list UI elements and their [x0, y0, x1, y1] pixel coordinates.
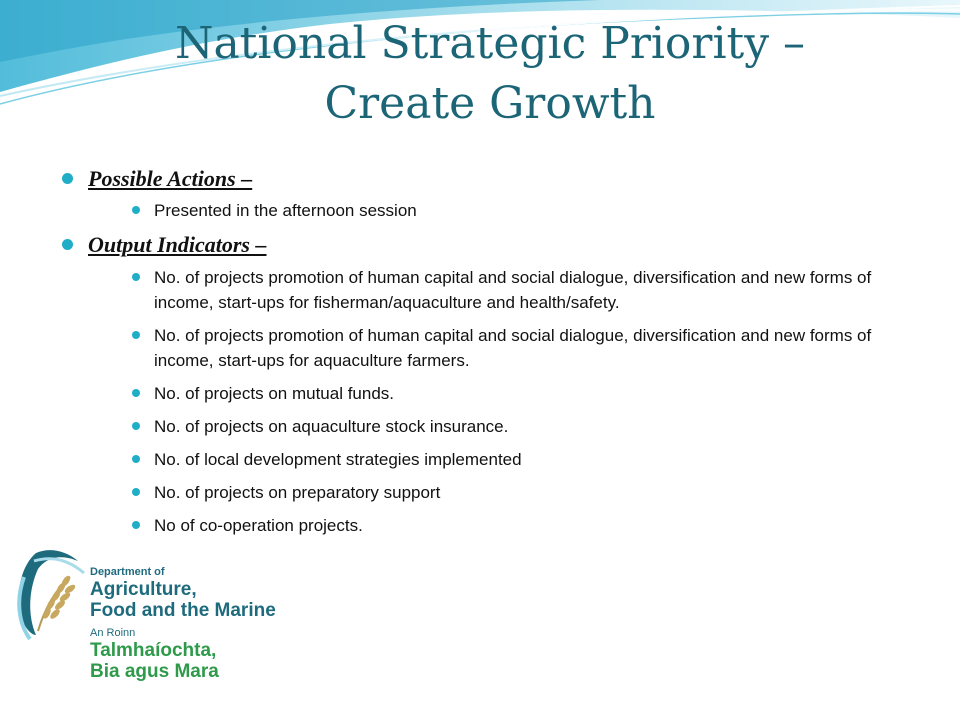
bullet-dot-icon: [62, 173, 73, 184]
bullet-dot-icon: [62, 239, 73, 250]
bullet-list: [60, 163, 920, 538]
list-item: No. of projects on aquaculture stock insurance.: [88, 414, 920, 439]
list-item: No. of projects promotion of human capital and social dialogue, diversification and new forms of income, start-ups for fisherman/aquaculture and health/safety.: [88, 265, 920, 315]
list-item: No of co-operation projects.: [88, 513, 920, 538]
bullet-dot-icon: [132, 488, 140, 496]
section-possible-actions: [60, 163, 920, 223]
list-item: No. of projects on preparatory support: [88, 480, 920, 505]
section-heading: Output Indicators –: [88, 232, 267, 257]
department-logo: [14, 547, 284, 687]
bullet-dot-icon: [132, 273, 140, 281]
logo-wordmark: Department of Agriculture, Food and the Marine An Roinn Talmhaíochta, Bia agus Mara: [90, 566, 276, 682]
list-item: Presented in the afternoon session: [88, 198, 920, 223]
bullet-dot-icon: [132, 331, 140, 339]
bullet-dot-icon: [132, 389, 140, 397]
slide-title-line-2: Create Growth: [324, 78, 656, 129]
slide-title: [60, 14, 920, 134]
list-item: No. of projects promotion of human capital and social dialogue, diversification and new forms of income, start-ups for aquaculture farmers.: [88, 323, 920, 373]
section-output-indicators: [60, 229, 920, 538]
slide-title-line-1: National Strategic Priority –: [174, 18, 806, 69]
slide-body: [60, 163, 920, 538]
wheat-wave-emblem-icon: [14, 547, 86, 687]
list-item: No. of projects on mutual funds.: [88, 381, 920, 406]
section-heading: Possible Actions –: [88, 166, 253, 191]
bullet-dot-icon: [132, 455, 140, 463]
list-item: No. of local development strategies implemented: [88, 447, 920, 472]
bullet-dot-icon: [132, 422, 140, 430]
bullet-dot-icon: [132, 206, 140, 214]
bullet-dot-icon: [132, 521, 140, 529]
